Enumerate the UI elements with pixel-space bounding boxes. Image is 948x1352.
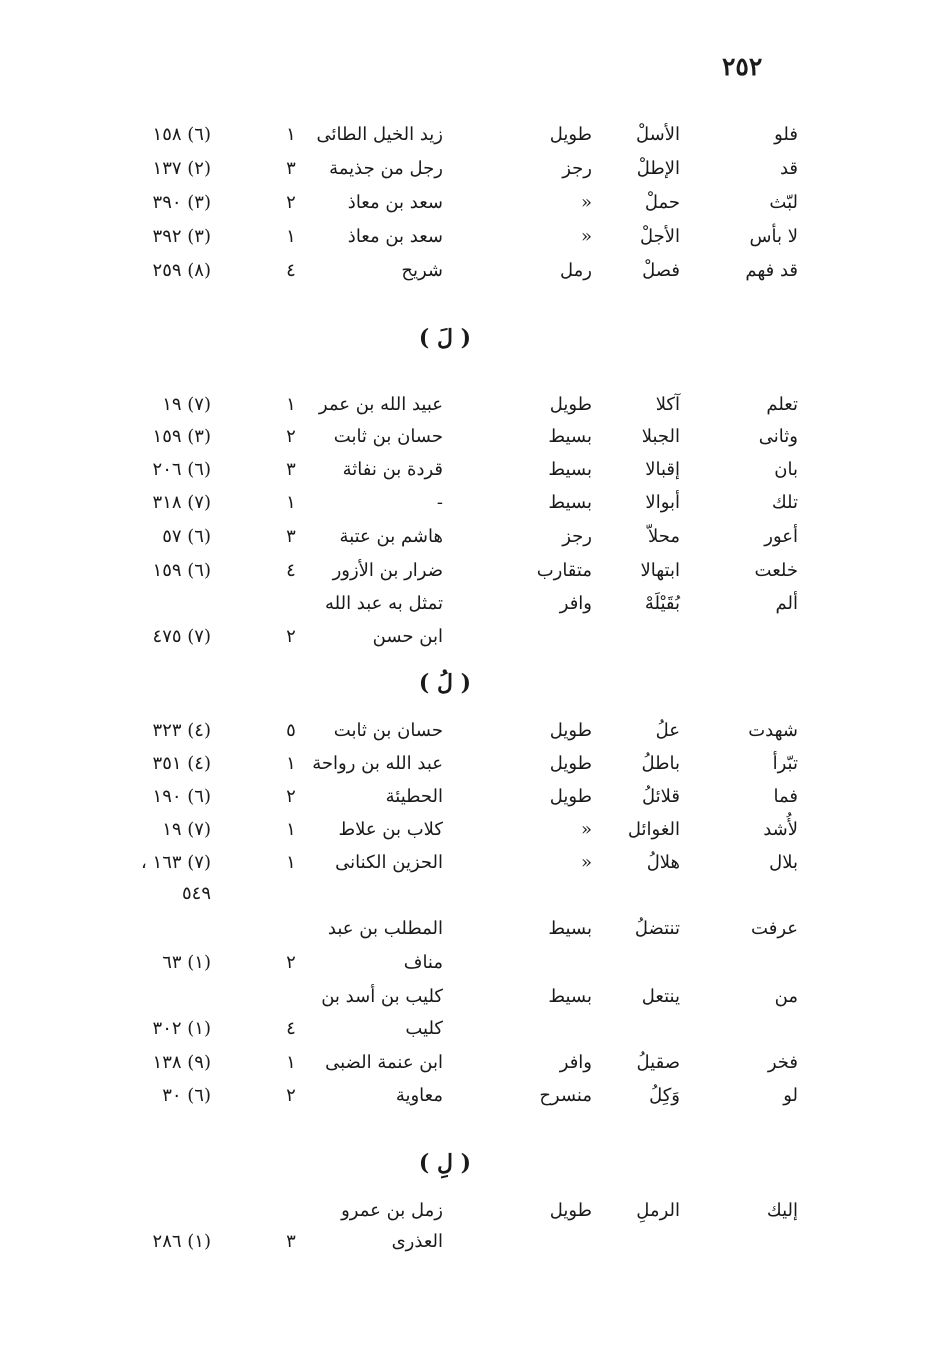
meter-name: بسيط (548, 986, 592, 1007)
verse-count: ٤ (286, 260, 296, 281)
rhyme-word: الأسلْ (636, 124, 680, 145)
first-word: وثانى (758, 426, 798, 447)
first-word: أعور (764, 526, 798, 547)
rhyme-word: وَكِلُ (649, 1085, 680, 1106)
page-reference: (٧) ١٩ (162, 819, 211, 840)
verse-count: ٥ (286, 720, 296, 741)
poet-name: حسان بن ثابت (333, 720, 443, 741)
index-row (0, 748, 948, 780)
meter-name: طويل (549, 1200, 592, 1221)
verse-count: ١ (286, 226, 296, 247)
page-reference: (٢) ١٣٧ (152, 158, 211, 179)
page-reference: (٦) ١٥٩ (152, 560, 211, 581)
verse-count: ١ (286, 492, 296, 513)
first-word: بلال (769, 852, 798, 873)
index-row (0, 715, 948, 747)
first-word: من (774, 986, 798, 1007)
index-row (0, 1013, 948, 1045)
index-row (0, 814, 948, 846)
meter-name: طويل (549, 786, 592, 807)
poet-name: العذرى (391, 1231, 443, 1252)
index-row (0, 1195, 948, 1227)
verse-count: ١ (286, 394, 296, 415)
meter-name: طويل (549, 394, 592, 415)
first-word: بان (774, 459, 798, 480)
meter-name: وافر (559, 1052, 592, 1073)
index-row (0, 187, 948, 219)
index-row (0, 521, 948, 553)
rhyme-word: حملْ (644, 192, 680, 213)
poet-name: تمثل به عبد الله (324, 593, 443, 614)
first-word: تلك (771, 492, 798, 513)
page-reference: (٦) ٥٧ (162, 526, 211, 547)
section-heading: ( لُ ) (418, 670, 472, 696)
index-row (0, 255, 948, 287)
page-reference: (١) ٦٣ (162, 952, 211, 973)
page-reference: (٧) ١٩ (162, 394, 211, 415)
verse-count: ٢ (286, 1085, 296, 1106)
index-row (0, 1080, 948, 1112)
first-word: تبّرأ (772, 753, 798, 774)
poet-name: ابن حسن (372, 626, 443, 647)
verse-count: ١ (286, 1052, 296, 1073)
index-row (0, 981, 948, 1013)
rhyme-word: هلالُ (646, 852, 680, 873)
index-row (0, 1047, 948, 1079)
page-reference: ٥٤٩ (181, 883, 211, 904)
rhyme-word: علُ (655, 720, 680, 741)
verse-count: ٢ (286, 192, 296, 213)
page-reference: (٧) ١٦٣ ، (141, 852, 211, 873)
rhyme-word: صقيلُ (636, 1052, 680, 1073)
first-word: لبّث (769, 192, 798, 213)
index-row (0, 454, 948, 486)
verse-count: ٢ (286, 626, 296, 647)
rhyme-word: بُقَيْلَهْ (644, 593, 680, 614)
meter-name: » (580, 192, 592, 213)
index-row (0, 487, 948, 519)
index-row (0, 781, 948, 813)
poet-name: رجل من جذيمة (329, 158, 443, 179)
page-reference: (١) ٢٨٦ (152, 1231, 211, 1252)
poet-name: زمل بن عمرو (341, 1200, 443, 1221)
meter-name: » (580, 226, 592, 247)
rhyme-word: آكلا (655, 394, 680, 415)
rhyme-word: باطلُ (641, 753, 680, 774)
first-word: لا بأس (749, 226, 798, 247)
page-reference: (١) ٣٠٢ (152, 1018, 211, 1039)
poet-name: كليب بن أسد بن (321, 986, 443, 1007)
poet-name: سعد بن معاذ (347, 226, 443, 247)
index-row (0, 555, 948, 587)
poet-name: ابن عنمة الضبى (325, 1052, 443, 1073)
meter-name: متقارب (536, 560, 592, 581)
verse-count: ٣ (286, 526, 296, 547)
verse-count: ١ (286, 819, 296, 840)
rhyme-word: الأجلْ (639, 226, 680, 247)
verse-count: ٤ (286, 1018, 296, 1039)
verse-count: ٣ (286, 459, 296, 480)
first-word: لأُشد (763, 819, 798, 840)
verse-count: ١ (286, 124, 296, 145)
page-reference: (٨) ٢٥٩ (152, 260, 211, 281)
section-heading: ( لِ ) (418, 1150, 472, 1176)
page-reference: (٤) ٣٢٣ (152, 720, 211, 741)
verse-count: ٣ (286, 1231, 296, 1252)
meter-name: رمل (560, 260, 592, 281)
poet-name: الحطيئة (385, 786, 443, 807)
poet-name: شريح (401, 260, 443, 281)
index-row (0, 221, 948, 253)
page-reference: (٦) ٢٠٦ (152, 459, 211, 480)
first-word: فلو (774, 124, 798, 145)
index-row (0, 913, 948, 945)
poet-name: سعد بن معاذ (347, 192, 443, 213)
rhyme-word: ابتهالا (640, 560, 680, 581)
meter-name: وافر (559, 593, 592, 614)
first-word: فخر (767, 1052, 798, 1073)
first-word: فما (773, 786, 798, 807)
poet-name: عبد الله بن رواحة (312, 753, 443, 774)
meter-name: » (580, 852, 592, 873)
page-reference: (٦) ١٩٠ (152, 786, 211, 807)
poet-name: كلاب بن علاط (338, 819, 443, 840)
verse-count: ٢ (286, 952, 296, 973)
poet-name: معاوية (395, 1085, 443, 1106)
index-row (0, 421, 948, 453)
rhyme-word: الغوائل (627, 819, 680, 840)
first-word: لو (783, 1085, 798, 1106)
first-word: شهدت (748, 720, 798, 741)
poet-name: حسان بن ثابت (333, 426, 443, 447)
rhyme-word: أبوالا (645, 492, 680, 513)
poet-name: الحزين الكنانى (335, 852, 443, 873)
index-row (0, 878, 948, 910)
page-reference: (٣) ٣٩٠ (152, 192, 211, 213)
rhyme-word: محلاّ (647, 526, 680, 547)
poet-name: زيد الخيل الطائى (316, 124, 443, 145)
index-row (0, 1226, 948, 1258)
first-word: خلعت (754, 560, 798, 581)
meter-name: بسيط (548, 459, 592, 480)
poet-name: المطلب بن عبد (327, 918, 443, 939)
page-reference: (٧) ٣١٨ (152, 492, 211, 513)
first-word: قد (779, 158, 798, 179)
first-word: قد فهم (745, 260, 798, 281)
poet-name: - (436, 492, 443, 513)
first-word: إليك (766, 1200, 798, 1221)
poet-name: عبيد الله بن عمر (318, 394, 443, 415)
meter-name: بسيط (548, 918, 592, 939)
index-row (0, 621, 948, 653)
rhyme-word: إقبالا (645, 459, 680, 480)
index-row (0, 389, 948, 421)
meter-name: بسيط (548, 492, 592, 513)
rhyme-word: الرملِ (636, 1200, 680, 1221)
page-reference: (٩) ١٣٨ (152, 1052, 211, 1073)
meter-name: بسيط (548, 426, 592, 447)
verse-count: ٣ (286, 158, 296, 179)
poet-name: ضرار بن الأزور (332, 560, 443, 581)
verse-count: ٢ (286, 426, 296, 447)
index-row (0, 847, 948, 879)
poet-name: كليب (405, 1018, 443, 1039)
rhyme-word: الإطلْ (636, 158, 680, 179)
rhyme-word: الجبلا (641, 426, 680, 447)
meter-name: طويل (549, 753, 592, 774)
meter-name: رجز (562, 526, 592, 547)
meter-name: رجز (562, 158, 592, 179)
verse-count: ٢ (286, 786, 296, 807)
page-reference: (٣) ١٥٩ (152, 426, 211, 447)
poet-name: هاشم بن عتبة (339, 526, 443, 547)
verse-count: ١ (286, 852, 296, 873)
meter-name: » (580, 819, 592, 840)
meter-name: طويل (549, 124, 592, 145)
meter-name: طويل (549, 720, 592, 741)
rhyme-word: قلائلُ (642, 786, 680, 807)
first-word: ألم (775, 593, 798, 614)
section-heading: ( لَ ) (418, 325, 472, 351)
rhyme-word: تنتضلُ (634, 918, 680, 939)
poet-name: قردة بن نفاثة (342, 459, 443, 480)
index-row (0, 947, 948, 979)
first-word: عرفت (751, 918, 798, 939)
index-row (0, 119, 948, 151)
page-reference: (٤) ٣٥١ (152, 753, 211, 774)
verse-count: ١ (286, 753, 296, 774)
index-row (0, 588, 948, 620)
poet-name: مناف (403, 952, 443, 973)
rhyme-word: ينتعل (641, 986, 680, 1007)
page-reference: (٣) ٣٩٢ (152, 226, 211, 247)
page-reference: (٦) ٣٠ (162, 1085, 211, 1106)
rhyme-word: فصلْ (642, 260, 680, 281)
first-word: تعلم (766, 394, 798, 415)
index-row (0, 153, 948, 185)
verse-count: ٤ (286, 560, 296, 581)
page-number: ٢٥٢ (722, 52, 763, 81)
page-reference: (٦) ١٥٨ (152, 124, 211, 145)
page-reference: (٧) ٤٧٥ (152, 626, 211, 647)
meter-name: منسرح (539, 1085, 592, 1106)
